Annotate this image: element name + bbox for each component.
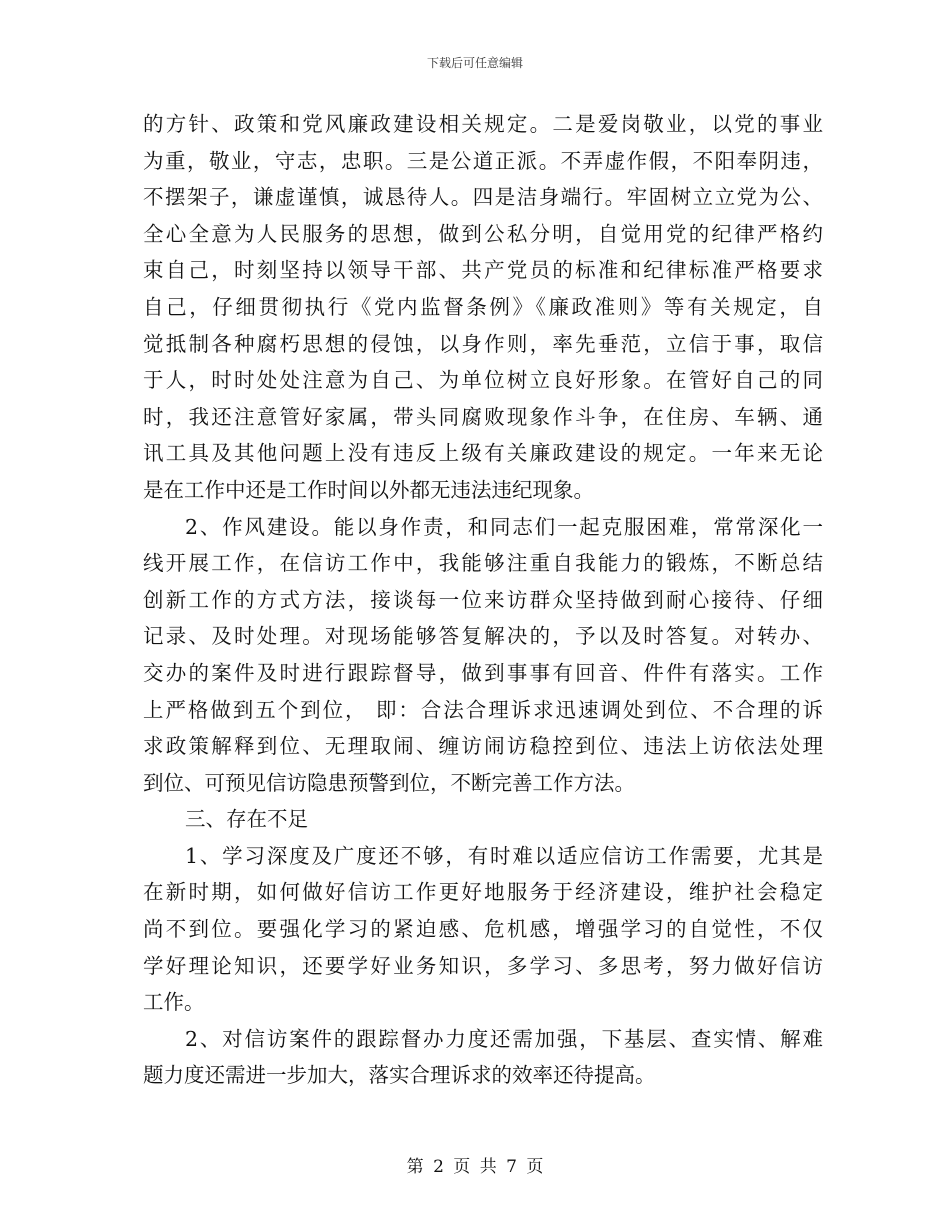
text-line: 创新工作的方式方法，接谈每一位来访群众坚持做到耐心接待、仔细 [143, 587, 823, 612]
text-line: 尚不到位。要强化学习的紧迫感、危机感，增强学习的自觉性，不仅 [143, 917, 823, 942]
paragraph [143, 106, 823, 509]
text-line: 上严格做到五个到位， 即：合法合理诉求迅速调处到位、不合理的诉 [143, 697, 823, 722]
section-heading [143, 801, 823, 838]
text-line: 自己，仔细贯彻执行《党内监督条例》《廉政准则》等有关规定，自 [143, 294, 823, 319]
text-line: 2、作风建设。能以身作责，和同志们一起克服困难，常常深化一 [185, 514, 823, 539]
text-line: 讯工具及其他问题上没有违反上级有关廉政建设的规定。一年来无论 [143, 441, 823, 466]
text-line: 为重，敬业，守志，忠职。三是公道正派。不弄虚作假，不阳奉阴违， [143, 148, 823, 173]
text-line: 到位、可预见信访隐患预警到位，不断完善工作方法。 [143, 770, 635, 795]
text-line: 1、学习深度及广度还不够，有时难以适应信访工作需要，尤其是 [185, 843, 823, 868]
text-line: 觉抵制各种腐朽思想的侵蚀，以身作则，率先垂范，立信于事，取信 [143, 331, 823, 356]
document-body [143, 106, 823, 1094]
text-line: 线开展工作，在信访工作中，我能够注重自我能力的锻炼，不断总结 [143, 551, 823, 576]
text-line: 求政策解释到位、无理取闹、缠访闹访稳控到位、违法上访依法处理 [143, 734, 823, 759]
heading-text: 三、存在不足 [185, 807, 308, 832]
text-line: 工作。 [143, 990, 205, 1015]
page-number-footer: 第 2 页 共 7 页 [406, 1157, 544, 1177]
paragraph [143, 838, 823, 1021]
paragraph [143, 509, 823, 802]
text-line: 学好理论知识，还要学好业务知识，多学习、多思考，努力做好信访 [143, 953, 823, 978]
text-line: 不摆架子，谦虚谨慎，诚恳待人。四是洁身端行。牢固树立立党为公、 [143, 185, 823, 210]
text-line: 交办的案件及时进行跟踪督导，做到事事有回音、件件有落实。工作 [143, 660, 823, 685]
text-line: 在新时期，如何做好信访工作更好地服务于经济建设，维护社会稳定 [143, 880, 823, 905]
text-line: 是在工作中还是工作时间以外都无违法违纪现象。 [143, 477, 594, 502]
text-line: 时，我还注意管好家属，带头同腐败现象作斗争，在住房、车辆、通 [143, 404, 823, 429]
page-header: 下载后可任意编辑 [426, 56, 523, 70]
text-line: 的方针、政策和党风廉政建设相关规定。二是爱岗敬业，以党的事业 [143, 112, 823, 136]
text-line: 于人，时时处处注意为自己、为单位树立良好形象。在管好自己的同 [143, 368, 823, 393]
text-line: 束自己，时刻坚持以领导干部、共产党员的标准和纪律标准严格要求 [143, 258, 823, 283]
text-line: 记录、及时处理。对现场能够答复解决的，予以及时答复。对转办、 [143, 624, 823, 649]
text-line: 全心全意为人民服务的思想，做到公私分明，自觉用党的纪律严格约 [143, 221, 823, 246]
text-line: 2、对信访案件的跟踪督办力度还需加强，下基层、查实情、解难 [185, 1026, 823, 1051]
paragraph [143, 1021, 823, 1094]
text-line: 题力度还需进一步加大，落实合理诉求的效率还待提高。 [143, 1063, 656, 1088]
